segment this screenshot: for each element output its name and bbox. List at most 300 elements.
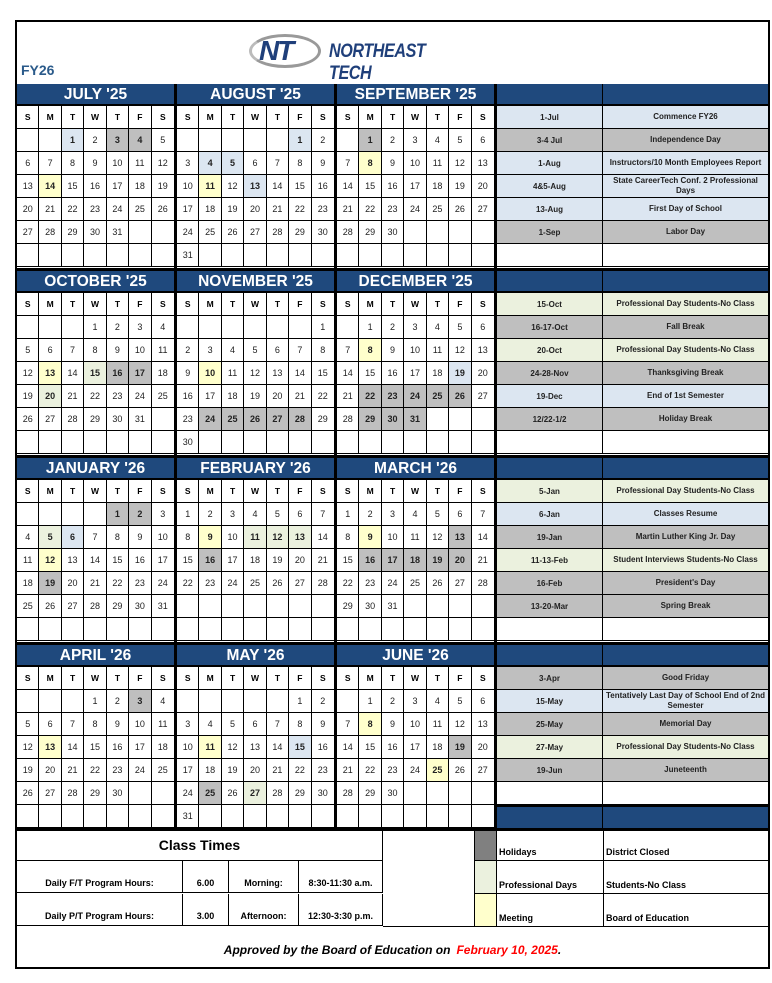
day-of-week-header: F: [289, 293, 311, 316]
day-cell: 18: [199, 759, 221, 782]
event-row: [497, 759, 768, 782]
day-cell: 27: [267, 408, 289, 431]
day-cell: 28: [337, 221, 359, 244]
day-cell: 13: [39, 362, 61, 385]
day-cell: 2: [382, 316, 404, 339]
empty-day-cell: [62, 316, 84, 339]
day-cell: 13: [472, 152, 494, 175]
day-cell: 20: [244, 759, 266, 782]
day-cell: 11: [152, 339, 174, 362]
holiday-swatch: [475, 831, 497, 860]
day-of-week-header: S: [177, 293, 199, 316]
footer-section: [17, 828, 768, 969]
day-cell: 24: [129, 385, 151, 408]
day-cell: 5: [427, 503, 449, 526]
day-cell: 8: [177, 526, 199, 549]
event-row: [497, 480, 768, 503]
day-of-week-header: W: [244, 480, 266, 503]
calendar-block: [17, 84, 768, 268]
day-cell: 16: [312, 736, 334, 759]
event-row: [497, 736, 768, 759]
month-title: MAY '26: [177, 645, 334, 667]
key-professional: [475, 861, 768, 894]
empty-day-cell: [359, 805, 381, 828]
empty-day-cell: [152, 805, 174, 828]
day-cell: 27: [39, 782, 61, 805]
approval-line: [17, 943, 768, 957]
event-description: Thanksgiving Break: [647, 368, 724, 377]
event-row: [497, 175, 768, 198]
empty-day-cell: [449, 431, 471, 454]
day-of-week-header: W: [244, 106, 266, 129]
event-date: 1-Sep: [497, 221, 603, 243]
day-cell: 20: [472, 362, 494, 385]
day-of-week-header: F: [129, 480, 151, 503]
event-date: 20-Oct: [497, 339, 603, 361]
empty-day-cell: [427, 618, 449, 641]
day-cell: 23: [177, 408, 199, 431]
day-cell: 9: [199, 526, 221, 549]
day-of-week-header: S: [312, 667, 334, 690]
day-of-week-header: F: [449, 106, 471, 129]
day-cell: 28: [267, 782, 289, 805]
empty-day-cell: [62, 244, 84, 267]
empty-day-cell: [337, 431, 359, 454]
day-cell: 13: [244, 175, 266, 198]
day-cell: 14: [312, 526, 334, 549]
day-cell: 20: [472, 175, 494, 198]
day-cell: 25: [152, 759, 174, 782]
empty-day-cell: [427, 595, 449, 618]
event-description: Juneteenth: [664, 765, 707, 774]
event-date: 19-Dec: [497, 385, 603, 407]
event-row: [497, 667, 768, 690]
day-cell: 26: [427, 572, 449, 595]
empty-day-cell: [222, 244, 244, 267]
event-date: 3-Apr: [497, 667, 603, 689]
day-cell: 14: [267, 175, 289, 198]
empty-day-cell: [382, 431, 404, 454]
event-description: Independence Day: [650, 135, 721, 144]
day-of-week-header: T: [62, 480, 84, 503]
day-cell: 24: [152, 572, 174, 595]
day-of-week-header: S: [337, 480, 359, 503]
month-grid: [177, 667, 334, 828]
empty-day-cell: [177, 129, 199, 152]
day-cell: 10: [222, 526, 244, 549]
day-of-week-header: S: [177, 106, 199, 129]
event-row: [497, 339, 768, 362]
day-cell: 28: [289, 408, 311, 431]
month-grid: [177, 480, 334, 641]
day-cell: 18: [199, 198, 221, 221]
day-cell: 26: [152, 198, 174, 221]
day-cell: 14: [337, 362, 359, 385]
day-of-week-header: T: [107, 106, 129, 129]
day-cell: 25: [199, 221, 221, 244]
day-of-week-header: M: [199, 106, 221, 129]
day-cell: 11: [17, 549, 39, 572]
key-label: Holidays: [497, 831, 604, 860]
day-cell: 23: [129, 572, 151, 595]
day-cell: 18: [17, 572, 39, 595]
day-cell: 5: [17, 713, 39, 736]
day-cell: 12: [152, 152, 174, 175]
day-cell: 26: [267, 572, 289, 595]
day-cell: 23: [312, 198, 334, 221]
empty-day-cell: [337, 618, 359, 641]
day-cell: 14: [39, 175, 61, 198]
day-cell: 9: [107, 339, 129, 362]
blank-cell: [383, 831, 475, 927]
day-cell: 29: [359, 782, 381, 805]
event-description: Labor Day: [665, 227, 706, 236]
day-of-week-header: W: [404, 293, 426, 316]
day-cell: 13: [17, 175, 39, 198]
day-cell: 7: [337, 152, 359, 175]
day-cell: 13: [244, 736, 266, 759]
empty-day-cell: [449, 595, 471, 618]
empty-day-cell: [427, 805, 449, 828]
day-cell: 20: [267, 385, 289, 408]
day-cell: 8: [359, 713, 381, 736]
event-row: [497, 408, 768, 431]
month-calendar: [17, 84, 177, 268]
day-cell: 21: [39, 198, 61, 221]
day-of-week-header: F: [449, 293, 471, 316]
empty-day-cell: [244, 805, 266, 828]
day-of-week-header: T: [107, 667, 129, 690]
day-cell: 21: [84, 572, 106, 595]
day-cell: 13: [39, 736, 61, 759]
day-cell: 25: [199, 782, 221, 805]
day-cell: 23: [84, 198, 106, 221]
day-cell: 13: [62, 549, 84, 572]
month-title: DECEMBER '25: [337, 271, 494, 293]
day-cell: 16: [84, 175, 106, 198]
empty-day-cell: [244, 690, 266, 713]
day-of-week-header: M: [39, 293, 61, 316]
event-date: 27-May: [497, 736, 603, 758]
empty-day-cell: [199, 805, 221, 828]
empty-day-cell: [199, 618, 221, 641]
day-cell: 4: [244, 503, 266, 526]
day-of-week-header: F: [289, 106, 311, 129]
day-cell: 19: [244, 385, 266, 408]
day-cell: 6: [62, 526, 84, 549]
day-cell: 18: [222, 385, 244, 408]
day-cell: 31: [382, 595, 404, 618]
empty-day-cell: [449, 618, 471, 641]
day-cell: 15: [337, 549, 359, 572]
events-header: [497, 458, 768, 480]
day-cell: 23: [107, 759, 129, 782]
day-cell: 11: [152, 713, 174, 736]
day-cell: 2: [129, 503, 151, 526]
empty-day-cell: [312, 618, 334, 641]
event-row: [497, 572, 768, 595]
event-description: Professional Day Students-No Class: [616, 299, 755, 308]
day-cell: 31: [177, 805, 199, 828]
event-date: 11-13-Feb: [497, 549, 603, 571]
day-cell: 14: [472, 526, 494, 549]
month-grid: [17, 106, 174, 267]
empty-day-cell: [289, 805, 311, 828]
day-cell: 18: [427, 362, 449, 385]
day-cell: 9: [84, 152, 106, 175]
day-cell: 7: [84, 526, 106, 549]
day-cell: 19: [222, 759, 244, 782]
day-cell: 26: [244, 408, 266, 431]
day-cell: 24: [404, 385, 426, 408]
day-cell: 22: [84, 759, 106, 782]
empty-day-cell: [17, 316, 39, 339]
day-of-week-header: T: [62, 667, 84, 690]
empty-day-cell: [312, 805, 334, 828]
event-date: 15-May: [497, 690, 603, 712]
day-cell: 17: [152, 549, 174, 572]
empty-day-cell: [289, 244, 311, 267]
empty-day-cell: [267, 129, 289, 152]
day-cell: 27: [244, 782, 266, 805]
day-cell: 6: [244, 152, 266, 175]
day-cell: 15: [62, 175, 84, 198]
session-time: 8:30-11:30 a.m.: [308, 878, 373, 888]
day-cell: 5: [222, 152, 244, 175]
day-cell: 17: [199, 385, 221, 408]
day-cell: 11: [427, 152, 449, 175]
empty-day-cell: [177, 618, 199, 641]
event-date: [497, 431, 603, 453]
empty-day-cell: [107, 805, 129, 828]
day-cell: 6: [472, 690, 494, 713]
day-cell: 26: [449, 759, 471, 782]
empty-day-cell: [62, 503, 84, 526]
key-meaning: District Closed: [606, 847, 670, 857]
day-cell: 6: [267, 339, 289, 362]
key-meaning: Board of Education: [606, 913, 689, 923]
day-cell: 3: [152, 503, 174, 526]
day-cell: 2: [382, 690, 404, 713]
day-cell: 22: [312, 385, 334, 408]
day-of-week-header: S: [312, 293, 334, 316]
month-title: SEPTEMBER '25: [337, 84, 494, 106]
empty-day-cell: [84, 805, 106, 828]
day-cell: 7: [62, 713, 84, 736]
event-description: First Day of School: [649, 204, 722, 213]
empty-day-cell: [107, 618, 129, 641]
event-description: [603, 782, 768, 804]
day-cell: 26: [17, 782, 39, 805]
event-date: 13-20-Mar: [497, 595, 603, 617]
day-cell: 11: [129, 152, 151, 175]
day-cell: 27: [39, 408, 61, 431]
day-cell: 30: [312, 221, 334, 244]
day-of-week-header: S: [177, 480, 199, 503]
event-description: Professional Day Students-No Class: [616, 486, 755, 495]
empty-day-cell: [427, 408, 449, 431]
day-cell: 2: [199, 503, 221, 526]
event-description: [603, 244, 768, 266]
day-of-week-header: W: [244, 293, 266, 316]
month-title: NOVEMBER '25: [177, 271, 334, 293]
empty-day-cell: [244, 129, 266, 152]
day-cell: 31: [152, 595, 174, 618]
empty-day-cell: [472, 431, 494, 454]
empty-day-cell: [177, 595, 199, 618]
day-cell: 13: [449, 526, 471, 549]
day-cell: 18: [129, 175, 151, 198]
month-grid: [17, 293, 174, 454]
day-of-week-header: M: [359, 106, 381, 129]
month-grid: [17, 480, 174, 641]
day-cell: 4: [427, 316, 449, 339]
day-of-week-header: S: [337, 106, 359, 129]
day-of-week-header: S: [472, 293, 494, 316]
empty-day-cell: [152, 221, 174, 244]
day-of-week-header: T: [382, 480, 404, 503]
day-cell: 24: [177, 221, 199, 244]
day-of-week-header: T: [222, 480, 244, 503]
day-cell: 19: [449, 175, 471, 198]
empty-day-cell: [427, 431, 449, 454]
day-cell: 9: [312, 713, 334, 736]
day-of-week-header: F: [449, 667, 471, 690]
day-of-week-header: W: [244, 667, 266, 690]
empty-day-cell: [152, 782, 174, 805]
event-row: [497, 316, 768, 339]
day-of-week-header: F: [289, 667, 311, 690]
day-cell: 19: [449, 362, 471, 385]
day-cell: 19: [427, 549, 449, 572]
event-date: 15-Oct: [497, 293, 603, 315]
day-cell: 12: [244, 362, 266, 385]
day-cell: 10: [404, 713, 426, 736]
day-cell: 3: [129, 690, 151, 713]
events-header: [497, 84, 768, 106]
day-cell: 26: [449, 385, 471, 408]
day-cell: 16: [177, 385, 199, 408]
program-hours-value: 6.00: [183, 861, 229, 892]
empty-day-cell: [289, 618, 311, 641]
empty-day-cell: [107, 244, 129, 267]
day-cell: 7: [472, 503, 494, 526]
day-cell: 16: [312, 175, 334, 198]
day-cell: 30: [84, 221, 106, 244]
event-description: Instructors/10 Month Employees Report: [609, 158, 762, 167]
northeast-tech-logo: [249, 34, 479, 84]
approval-suffix: .: [557, 943, 562, 957]
day-of-week-header: T: [267, 293, 289, 316]
day-cell: 22: [359, 759, 381, 782]
day-of-week-header: W: [84, 106, 106, 129]
month-calendar: [177, 84, 337, 268]
empty-day-cell: [129, 221, 151, 244]
day-cell: 25: [222, 408, 244, 431]
day-cell: 4: [222, 339, 244, 362]
day-cell: 12: [17, 362, 39, 385]
event-row: [497, 221, 768, 244]
day-of-week-header: M: [359, 480, 381, 503]
day-of-week-header: S: [152, 480, 174, 503]
event-date: 1-Jul: [497, 106, 603, 128]
session-label: Morning:: [229, 861, 299, 892]
day-cell: 15: [289, 175, 311, 198]
day-cell: 6: [449, 503, 471, 526]
day-of-week-header: S: [17, 480, 39, 503]
day-cell: 29: [359, 408, 381, 431]
day-cell: 19: [449, 736, 471, 759]
day-cell: 1: [359, 690, 381, 713]
day-cell: 11: [199, 736, 221, 759]
key-label: Meeting: [497, 894, 604, 926]
day-cell: 27: [472, 198, 494, 221]
day-of-week-header: W: [84, 293, 106, 316]
day-cell: 22: [177, 572, 199, 595]
day-cell: 1: [177, 503, 199, 526]
program-hours-label: Daily P/T Program Hours:: [17, 894, 183, 925]
day-cell: 31: [177, 244, 199, 267]
day-of-week-header: M: [39, 667, 61, 690]
day-cell: 29: [62, 221, 84, 244]
month-title: JUNE '26: [337, 645, 494, 667]
event-date: [497, 244, 603, 266]
day-of-week-header: S: [17, 106, 39, 129]
day-cell: 19: [222, 198, 244, 221]
month-title: FEBRUARY '26: [177, 458, 334, 480]
empty-day-cell: [222, 431, 244, 454]
event-description: Holiday Break: [658, 414, 713, 423]
event-row: [497, 431, 768, 454]
day-cell: 8: [84, 713, 106, 736]
day-of-week-header: M: [39, 106, 61, 129]
empty-day-cell: [199, 244, 221, 267]
day-cell: 9: [177, 362, 199, 385]
day-cell: 28: [84, 595, 106, 618]
day-of-week-header: T: [427, 667, 449, 690]
day-cell: 7: [62, 339, 84, 362]
day-cell: 24: [129, 759, 151, 782]
session-label: Afternoon:: [229, 894, 299, 925]
event-row: [497, 503, 768, 526]
day-cell: 17: [404, 736, 426, 759]
day-cell: 19: [152, 175, 174, 198]
empty-day-cell: [404, 782, 426, 805]
day-cell: 22: [359, 198, 381, 221]
day-cell: 10: [177, 175, 199, 198]
day-cell: 16: [199, 549, 221, 572]
day-cell: 13: [267, 362, 289, 385]
empty-day-cell: [244, 595, 266, 618]
day-cell: 8: [289, 713, 311, 736]
month-title: APRIL '26: [17, 645, 174, 667]
empty-day-cell: [472, 805, 494, 828]
event-description: Professional Day Students-No Class: [616, 345, 755, 354]
day-cell: 24: [382, 572, 404, 595]
event-row: [497, 618, 768, 641]
month-title: OCTOBER '25: [17, 271, 174, 293]
day-of-week-header: T: [62, 106, 84, 129]
empty-day-cell: [222, 316, 244, 339]
empty-day-cell: [222, 690, 244, 713]
day-cell: 22: [359, 385, 381, 408]
empty-day-cell: [449, 805, 471, 828]
event-row: [497, 198, 768, 221]
day-cell: 25: [404, 572, 426, 595]
day-cell: 10: [382, 526, 404, 549]
event-row: [497, 362, 768, 385]
day-cell: 26: [449, 198, 471, 221]
